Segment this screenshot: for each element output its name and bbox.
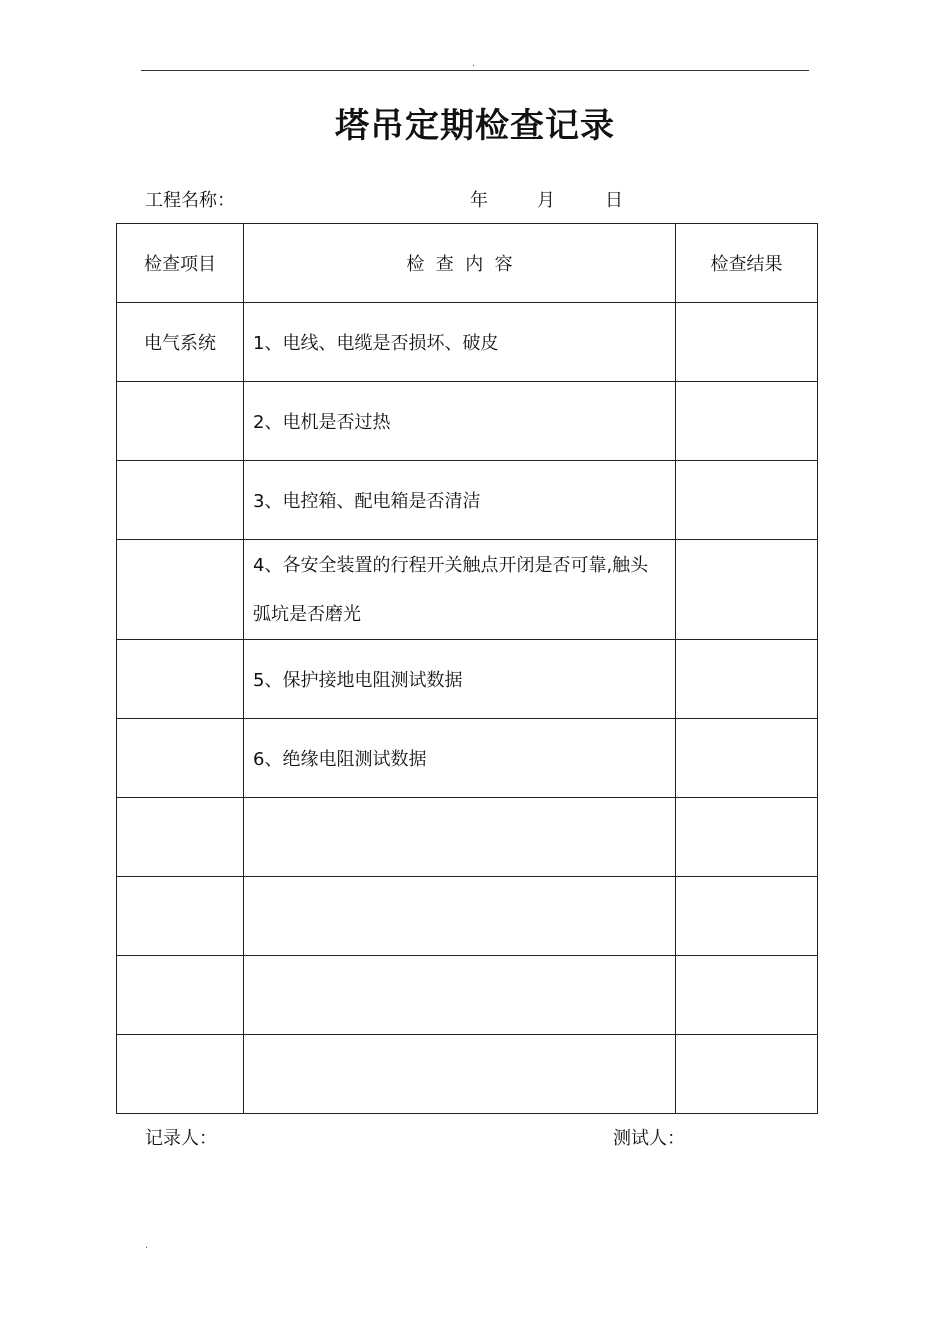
row-item-cell: 电气系统	[117, 303, 244, 382]
row-result-cell[interactable]	[676, 877, 818, 956]
year-label: 年	[470, 190, 488, 211]
row-item-cell	[117, 461, 244, 540]
row-content-cell	[244, 956, 676, 1035]
table-row	[117, 461, 818, 540]
day-label: 日	[605, 190, 623, 211]
row-content-cell	[244, 798, 676, 877]
row-content-cell: 5、保护接地电阻测试数据	[244, 640, 676, 719]
inspection-table	[116, 223, 818, 1114]
row-item-cell	[117, 382, 244, 461]
table-row	[117, 956, 818, 1035]
table-row	[117, 1035, 818, 1114]
header-dot: .	[472, 58, 476, 69]
row-content-cell: 1、电线、电缆是否损坏、破皮	[244, 303, 676, 382]
row-content-cell: 6、绝缘电阻测试数据	[244, 719, 676, 798]
header-check-result: 检查结果	[676, 224, 818, 303]
row-result-cell[interactable]	[676, 640, 818, 719]
row-result-cell[interactable]	[676, 382, 818, 461]
table-header-row	[117, 224, 818, 303]
table-row	[117, 540, 818, 640]
table-row	[117, 719, 818, 798]
recorder-label: 记录人：	[145, 1128, 217, 1149]
row-item-cell	[117, 956, 244, 1035]
row-content-cell	[244, 540, 676, 640]
footer-dot: .	[145, 1240, 149, 1251]
row-content-cell	[244, 877, 676, 956]
row-result-cell[interactable]	[676, 461, 818, 540]
row-content-line: 4、各安全装置的行程开关触点开闭是否可靠,触头	[253, 554, 649, 576]
month-label: 月	[537, 190, 555, 211]
header-check-item: 检查项目	[117, 224, 244, 303]
header-rule	[141, 70, 809, 71]
row-item-cell	[117, 1035, 244, 1114]
page-title: 塔吊定期检查记录	[335, 106, 615, 146]
row-result-cell[interactable]	[676, 1035, 818, 1114]
row-content-cell: 2、电机是否过热	[244, 382, 676, 461]
row-result-cell[interactable]	[676, 798, 818, 877]
row-result-cell[interactable]	[676, 303, 818, 382]
row-content-cell: 3、电控箱、配电箱是否清洁	[244, 461, 676, 540]
row-result-cell[interactable]	[676, 540, 818, 640]
table-row	[117, 382, 818, 461]
tester-label: 测试人：	[613, 1128, 685, 1149]
row-result-cell[interactable]	[676, 719, 818, 798]
row-item-cell	[117, 540, 244, 640]
row-result-cell[interactable]	[676, 956, 818, 1035]
row-item-cell	[117, 640, 244, 719]
row-content-line: 弧坑是否磨光	[253, 603, 361, 625]
table-row	[117, 798, 818, 877]
table-row	[117, 640, 818, 719]
header-check-content: 检 查 内 容	[244, 224, 676, 303]
row-item-cell	[117, 719, 244, 798]
table-row	[117, 303, 818, 382]
row-item-cell	[117, 877, 244, 956]
table-row	[117, 877, 818, 956]
row-content-cell	[244, 1035, 676, 1114]
project-name-label: 工程名称：	[145, 190, 235, 211]
row-item-cell	[117, 798, 244, 877]
